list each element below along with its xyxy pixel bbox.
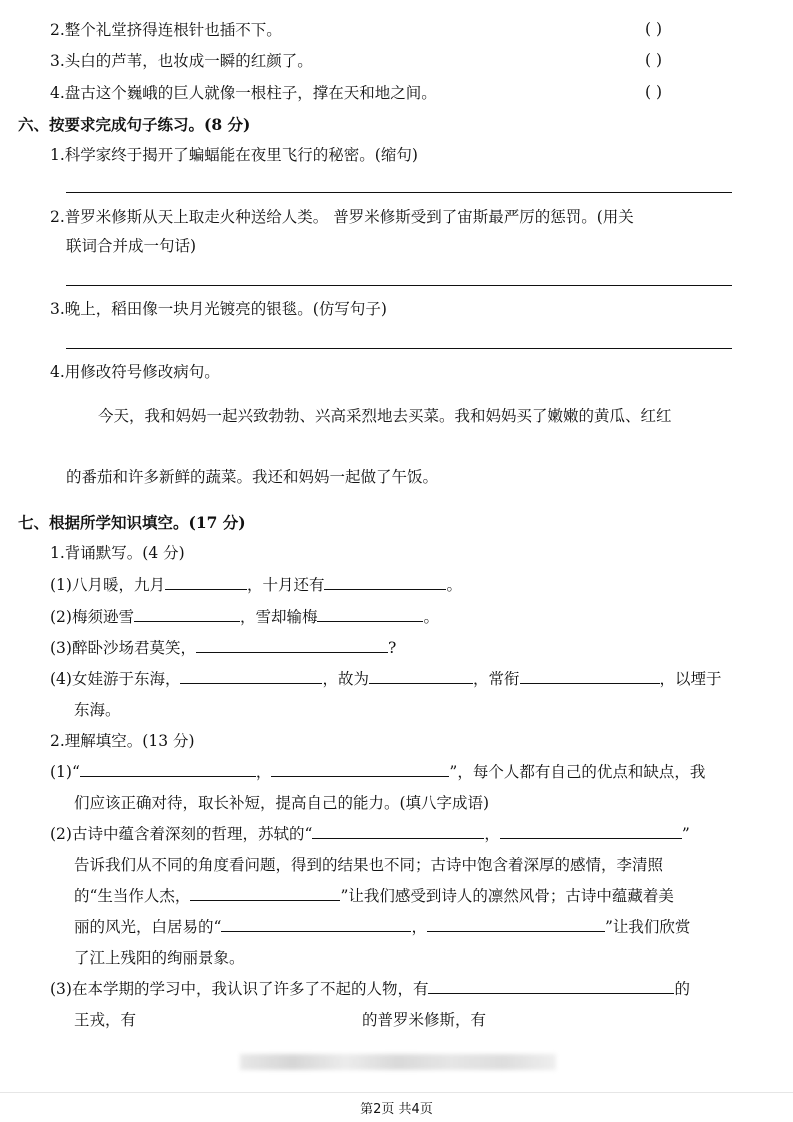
understand-row-1-cont: 们应该正确对待，取长补短，提高自己的能力。(填八字成语)	[74, 794, 490, 812]
recite-1-text-c: 。	[446, 576, 462, 594]
understand-2-text-i: ”让我们欣赏	[604, 918, 691, 936]
recite-2-text-b: ，雪却输梅	[239, 608, 318, 626]
understand-2-text-g: 丽的风光，白居易的“	[74, 918, 222, 936]
s6-q3-answer-line[interactable]	[66, 348, 732, 349]
answer-paren-2[interactable]: ( )	[645, 20, 663, 38]
s6-q2-line1: 2.普罗米修斯从天上取走火种送给人类。 普罗米修斯受到了宙斯最严厉的惩罚。(用关	[50, 208, 634, 226]
understand-2-blank-2[interactable]	[500, 824, 682, 839]
recite-3-blank-1[interactable]	[196, 638, 388, 653]
understand-row-3	[50, 979, 690, 999]
understand-row-2-cont2	[74, 886, 674, 906]
recite-4-text-d: ，以堙于	[659, 670, 722, 688]
watermark-blur	[240, 1054, 556, 1070]
understand-1-text-c: ”，每个人都有自己的优点和缺点，我	[449, 763, 706, 781]
understand-3-text-a: (3)在本学期的学习中，我认识了许多了不起的人物，有	[50, 980, 429, 998]
recite-1-text-b: ，十月还有	[246, 576, 325, 594]
s6-q4-paragraph-line2: 的番茄和许多新鲜的蔬菜。我还和妈妈一起做了午饭。	[66, 468, 439, 486]
recite-2-blank-1[interactable]	[134, 607, 240, 622]
s6-q4-paragraph-line1: 今天，我和妈妈一起兴致勃勃、兴高采烈地去买菜。我和妈妈买了嫩嫩的黄瓜、红红	[98, 407, 672, 425]
understand-1-text-a: (1)“	[50, 763, 80, 781]
recite-1-blank-2[interactable]	[324, 575, 446, 590]
recite-3-text-a: (3)醉卧沙场君莫笑，	[50, 639, 196, 657]
recite-2-blank-2[interactable]	[317, 607, 423, 622]
understand-2-text-e: 的“生当作人杰，	[74, 887, 191, 905]
s6-q2-answer-line[interactable]	[66, 285, 732, 286]
recite-3-text-b: ?	[387, 639, 397, 657]
answer-paren-4[interactable]: ( )	[645, 83, 663, 101]
understand-3-blank-1[interactable]	[428, 979, 674, 994]
recite-row-1	[50, 575, 462, 595]
recite-4-blank-3[interactable]	[520, 669, 660, 684]
understand-2-text-b: ，	[484, 825, 500, 843]
section7-heading: 七、根据所学知识填空。(17 分)	[18, 513, 246, 532]
page-footer: 第2页 共4页	[360, 1102, 433, 1117]
s7-sub2-title: 2.理解填空。(13 分)	[50, 732, 195, 750]
recite-1-text-a: (1)八月暖，九月	[50, 576, 165, 594]
understand-row-2-cont3	[74, 917, 690, 937]
understand-row-1	[50, 762, 705, 782]
s6-q1-answer-line[interactable]	[66, 192, 732, 193]
s7-sub1-title: 1.背诵默写。(4 分)	[50, 544, 185, 562]
understand-2-blank-4[interactable]	[221, 917, 411, 932]
recite-row-4-cont: 东海。	[74, 701, 121, 719]
judge-item-4: 4.盘古这个巍峨的巨人就像一根柱子，撑在天和地之间。	[50, 84, 437, 102]
understand-row-3-cont	[74, 1010, 486, 1030]
understand-3-text-d: 的普罗米修斯，有	[362, 1011, 487, 1029]
understand-3-text-b: 的	[674, 980, 690, 998]
s6-q2-line2: 联词合并成一句话)	[66, 237, 197, 255]
recite-4-text-a: (4)女娃游于东海，	[50, 670, 181, 688]
understand-row-2	[50, 824, 690, 844]
section6-heading: 六、按要求完成句子练习。(8 分)	[18, 115, 251, 134]
recite-row-3	[50, 638, 396, 658]
understand-2-text-a: (2)古诗中蕴含着深刻的哲理，苏轼的“	[50, 825, 313, 843]
understand-3-text-c: 王戎，有	[74, 1011, 137, 1029]
understand-1-text-b: ，	[255, 763, 272, 781]
understand-2-blank-1[interactable]	[312, 824, 484, 839]
recite-row-2	[50, 607, 439, 627]
understand-row-2-cont1: 告诉我们从不同的角度看问题，得到的结果也不同；古诗中饱含着深厚的感情，李清照	[74, 856, 664, 874]
understand-2-blank-5[interactable]	[427, 917, 605, 932]
recite-1-blank-1[interactable]	[165, 575, 247, 590]
recite-row-4	[50, 669, 722, 689]
recite-4-text-b: ，故为	[322, 670, 369, 688]
answer-paren-3[interactable]: ( )	[645, 51, 663, 69]
understand-2-text-h: ，	[411, 918, 427, 936]
recite-4-text-c: ，常衔	[472, 670, 520, 688]
s6-q3: 3.晚上，稻田像一块月光镀亮的银毯。(仿写句子)	[50, 300, 387, 318]
s6-q1: 1.科学家终于揭开了蝙蝠能在夜里飞行的秘密。(缩句)	[50, 146, 418, 164]
footer-divider	[0, 1092, 793, 1093]
understand-2-text-c: ”	[681, 825, 690, 843]
recite-4-blank-2[interactable]	[369, 669, 473, 684]
understand-1-blank-2[interactable]	[271, 762, 449, 777]
judge-item-3: 3.头白的芦苇，也妆成一瞬的红颜了。	[50, 52, 313, 70]
understand-1-blank-1[interactable]	[80, 762, 256, 777]
understand-row-2-cont4: 了江上残阳的绚丽景象。	[74, 949, 245, 967]
recite-2-text-c: 。	[423, 608, 439, 626]
understand-2-blank-3[interactable]	[190, 886, 340, 901]
understand-2-text-f: ”让我们感受到诗人的凛然风骨；古诗中蕴藏着美	[340, 887, 674, 905]
judge-item-2: 2.整个礼堂挤得连根针也插不下。	[50, 21, 282, 39]
recite-2-text-a: (2)梅须逊雪	[50, 608, 134, 626]
recite-4-blank-1[interactable]	[180, 669, 322, 684]
s6-q4: 4.用修改符号修改病句。	[50, 363, 220, 381]
